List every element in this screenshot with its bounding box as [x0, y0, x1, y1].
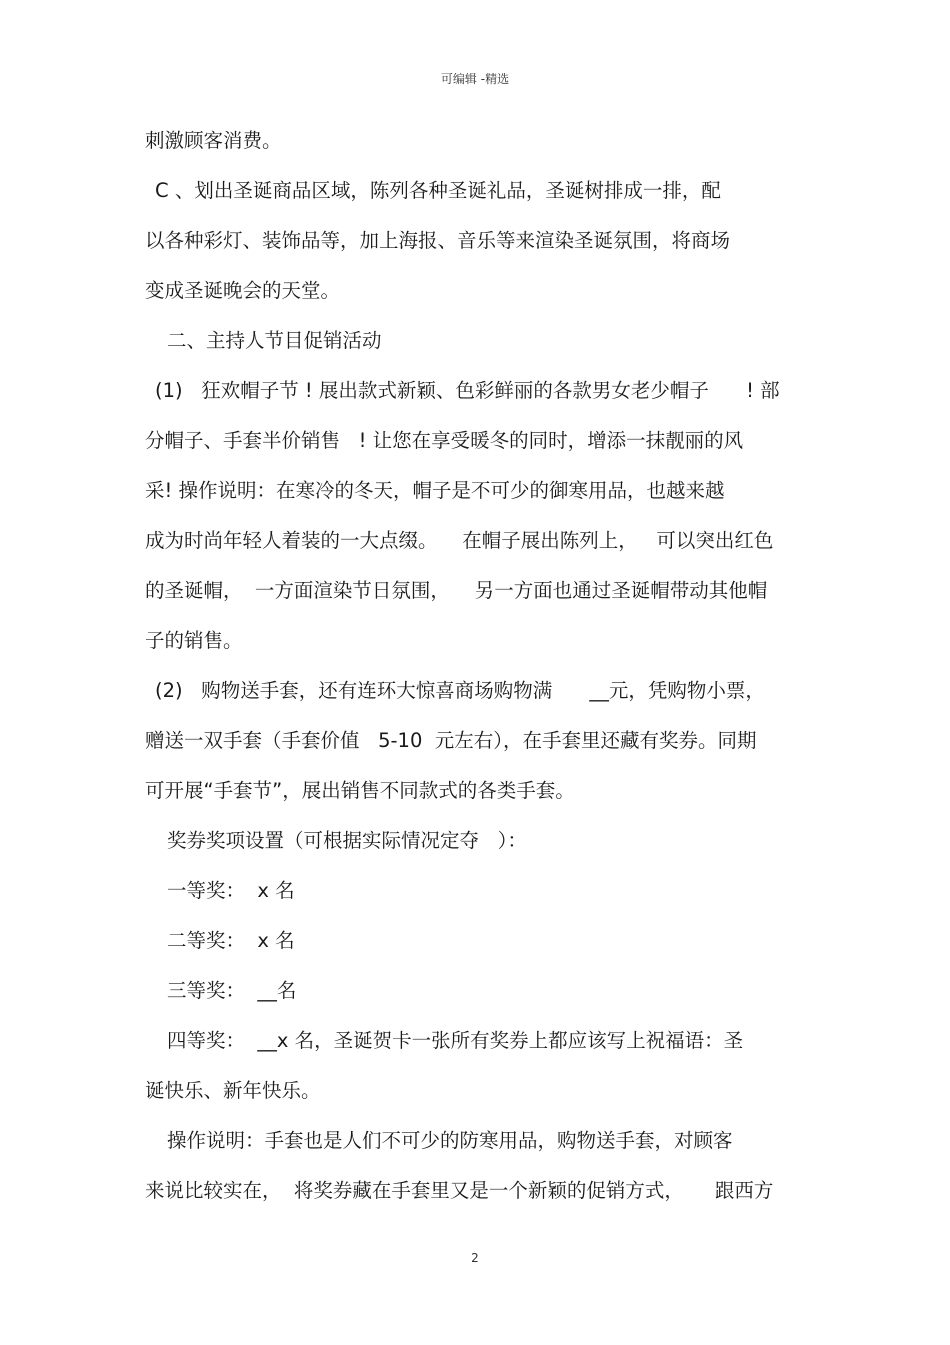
text-line: 变成圣诞晚会的天堂。	[145, 279, 341, 302]
text-line: 子的销售。	[145, 629, 243, 652]
page-number: 2	[471, 1251, 479, 1265]
text-line: 操作说明：手套也是人们不可少的防寒用品，购物送手套，对顾客	[167, 1129, 733, 1152]
text-line: (2) 购物送手套，还有连环大惊喜商场购物满 __元，凭购物小票，	[155, 679, 765, 702]
text-line: 可开展“手套节”，展出销售不同款式的各类手套。	[145, 779, 575, 802]
text-line: 的圣诞帽， 一方面渲染节日氛围， 另一方面也通过圣诞帽带动其他帽	[145, 579, 768, 602]
text-line: 赠送一双手套（手套价值 5-10 元左右），在手套里还藏有奖券。同期	[145, 729, 757, 752]
text-line: 奖券奖项设置（可根据实际情况定夺 ）：	[167, 829, 527, 852]
text-line: 成为时尚年轻人着装的一大点缀。 在帽子展出陈列上， 可以突出红色	[145, 529, 774, 552]
prize-line: 四等奖： __x 名，圣诞贺卡一张所有奖券上都应该写上祝福语：圣	[167, 1029, 744, 1052]
page-header: 可编辑 -精选	[440, 72, 510, 86]
text-line: 分帽子、手套半价销售 ! 让您在享受暖冬的同时，增添一抹靓丽的风	[145, 429, 744, 452]
text-line: 诞快乐、新年快乐。	[145, 1079, 321, 1102]
section-heading: 二、主持人节目促销活动	[167, 329, 382, 352]
text-line: 刺激顾客消费。	[145, 129, 282, 152]
text-line: 以各种彩灯、装饰品等，加上海报、音乐等来渲染圣诞氛围，将商场	[145, 229, 731, 252]
prize-line: 三等奖： __名	[167, 979, 297, 1002]
text-line: 来说比较实在， 将奖券藏在手套里又是一个新颖的促销方式， 跟西方	[145, 1179, 774, 1202]
text-line: 采! 操作说明：在寒冷的冬天，帽子是不可少的御寒用品，也越来越	[145, 479, 725, 502]
prize-line: 一等奖： x 名	[167, 879, 295, 902]
text-line: (1) 狂欢帽子节 ! 展出款式新颖、色彩鲜丽的各款男女老少帽子 ! 部	[155, 379, 780, 402]
prize-line: 二等奖： x 名	[167, 929, 295, 952]
text-line: C 、划出圣诞商品区域，陈列各种圣诞礼品，圣诞树排成一排，配	[155, 179, 721, 202]
